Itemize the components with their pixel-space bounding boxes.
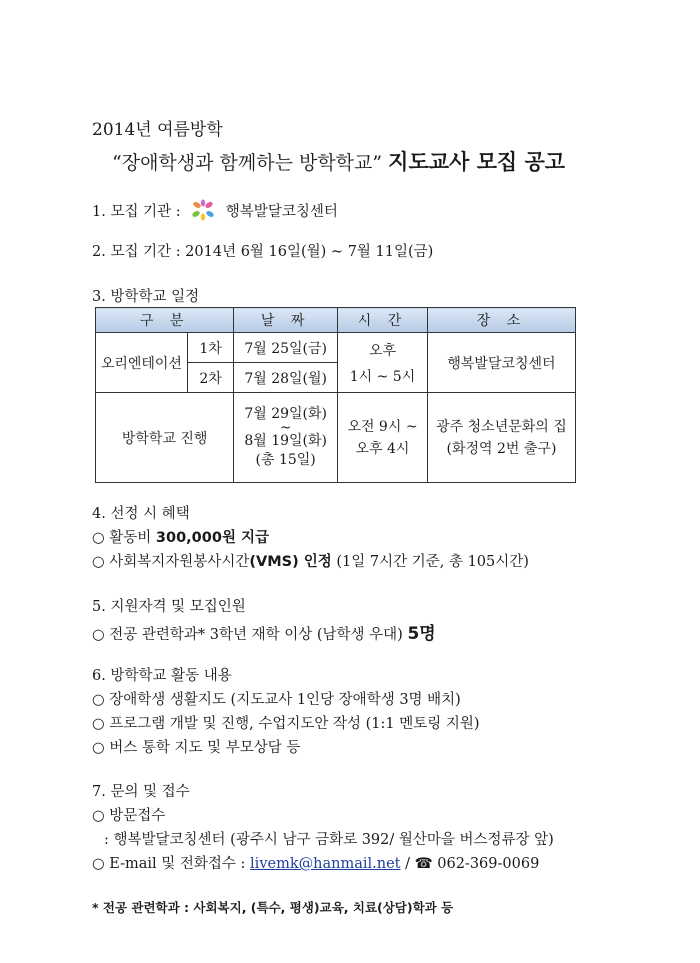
- orientation-label: 오리엔테이션: [96, 333, 188, 393]
- activity-3: ○ 버스 통학 지도 및 부모상담 등: [92, 740, 301, 756]
- section-3-label: 3. 방학학교 일정: [92, 289, 200, 305]
- main-date-3: (총 15일): [255, 452, 316, 468]
- main-date-2: 8월 19일(화): [244, 433, 327, 449]
- activity-2: ○ 프로그램 개발 및 진행, 수업지도안 작성 (1:1 멘토링 지원): [92, 716, 480, 732]
- benefit-1-prefix: ○ 활동비: [92, 530, 156, 546]
- date-2: 7월 28일(월): [234, 363, 338, 393]
- benefit-2-rest: (1일 7시간 기준, 총 105시간): [331, 554, 529, 570]
- section-7-label: 7. 문의 및 접수: [92, 784, 190, 800]
- benefit-2: [92, 550, 529, 571]
- benefit-1: [92, 526, 269, 547]
- recruit-title: 지도교사 모집 공고: [388, 150, 566, 174]
- section-2: 2. 모집 기간 : 2014년 6월 16일(월) ~ 7월 11일(금): [92, 244, 434, 260]
- section-6-label: 6. 방학학교 활동 내용: [92, 668, 232, 684]
- email-link[interactable]: livemk@hanmail.net: [250, 856, 401, 872]
- section-1-label: 1. 모집 기관 :: [92, 204, 181, 220]
- main-place-1: 광주 청소년문화의 집: [436, 418, 567, 435]
- contact-address: : 행복발달코칭센터 (광주시 남구 금화로 392/ 월산마을 버스정류장 앞): [104, 832, 554, 848]
- header-date: 날 짜: [234, 308, 338, 333]
- benefit-2-vms: (VMS) 인정: [249, 554, 332, 570]
- orientation-place: 행복발달코칭센터: [427, 333, 575, 393]
- main-session-time: [338, 393, 428, 483]
- benefit-1-amount: 300,000원 지급: [155, 530, 270, 546]
- schedule-table: [95, 307, 576, 483]
- contact-email-prefix: ○ E-mail 및 전화접수 :: [92, 856, 251, 872]
- footnote: * 전공 관련학과 : 사회복지, (특수, 평생)교육, 치료(상담)학과 등: [92, 900, 454, 915]
- section-5-label: 5. 지원자격 및 모집인원: [92, 599, 246, 615]
- header-category: 구 분: [96, 308, 234, 333]
- orientation-time-1: 오후: [368, 342, 397, 359]
- header-time: 시 간: [338, 308, 428, 333]
- benefit-2-prefix: ○ 사회복지자원봉사시간: [92, 554, 250, 570]
- activity-1: ○ 장애학생 생활지도 (지도교사 1인당 장애학생 3명 배치): [92, 692, 461, 708]
- main-session-place: [427, 393, 575, 483]
- section-1-org: 행복발달코칭센터: [225, 204, 338, 220]
- contact-phone: / ☎ 062-369-0069: [400, 856, 540, 872]
- qualification-text: ○ 전공 관련학과* 3학년 재학 이상 (남학생 우대): [92, 627, 408, 643]
- contact-visit: ○ 방문접수: [92, 808, 166, 824]
- main-place-2: (화정역 2번 출구): [446, 440, 557, 457]
- flower-logo-icon: [191, 199, 215, 225]
- program-name: “장애학생과 함께하는 방학학교”: [112, 152, 383, 174]
- main-time-1: 오전 9시 ~: [347, 418, 418, 435]
- main-title: [112, 146, 565, 176]
- section-1: [92, 199, 338, 225]
- orientation-time-2: 1시 ~ 5시: [349, 368, 416, 385]
- qualification-1: [92, 619, 436, 644]
- main-session-date: [234, 393, 338, 483]
- section-4-label: 4. 선정 시 혜택: [92, 506, 190, 522]
- date-1: 7월 25일(금): [234, 333, 338, 363]
- round-1: 1차: [187, 333, 234, 363]
- qualification-count: 5명: [407, 624, 436, 644]
- round-2: 2차: [187, 363, 234, 393]
- main-time-2: 오후 4시: [355, 440, 410, 457]
- header-place: 장 소: [427, 308, 575, 333]
- contact-email-phone: [92, 852, 539, 873]
- main-session-label: 방학학교 진행: [96, 393, 234, 483]
- main-date-1: 7월 29일(화): [244, 406, 327, 422]
- year-title: 2014년 여름방학: [92, 120, 223, 140]
- main-date-tilde: ~: [279, 420, 292, 436]
- orientation-time: [338, 333, 428, 393]
